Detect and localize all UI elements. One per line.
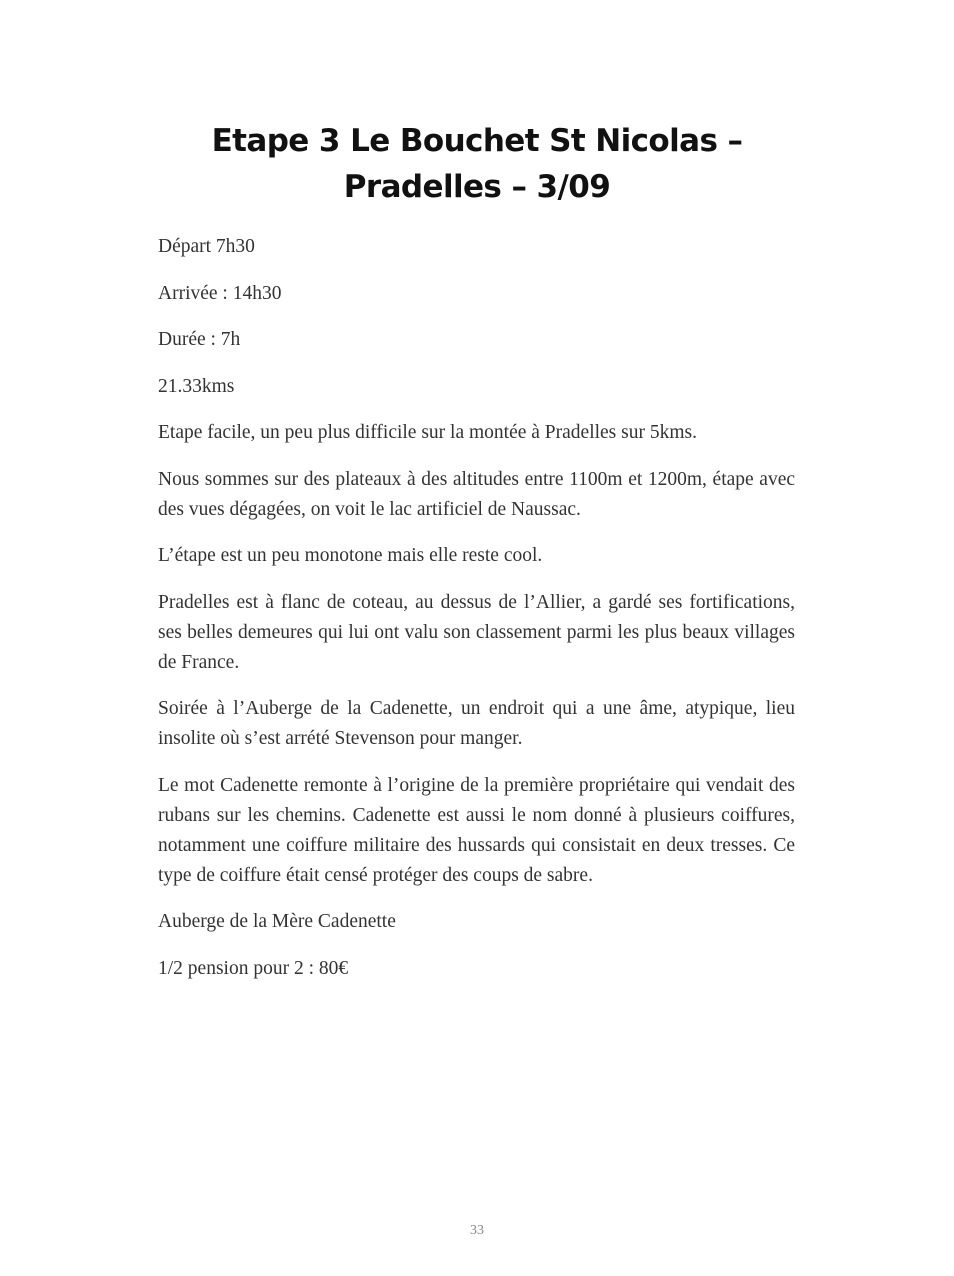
arrival-time: Arrivée : 14h30 xyxy=(158,282,282,304)
paragraph-soiree: Soirée à l’Auberge de la Cadenette, un endroit qui a une âme, atypique, lieu insolite où s’est arrété Stevenson pour manger. xyxy=(158,698,795,749)
paragraph-difficulty: Etape facile, un peu plus difficile sur la montée à Pradelles sur 5kms. xyxy=(158,422,697,443)
paragraph-pradelles: Pradelles est à flanc de coteau, au dessus de l’Allier, a gardé ses fortifications, ses belles demeures qui lui ont valu son classement parmi les plus beaux villages de France. xyxy=(158,591,795,673)
title-line-2: Pradelles – 3/09 xyxy=(343,169,611,205)
paragraph-monotone: L’étape est un peu monotone mais elle reste cool. xyxy=(158,545,543,566)
paragraph-plateaux: Nous sommes sur des plateaux à des altitudes entre 1100m et 1200m, étape avec des vues dégagées, on voit le lac artificiel de Naussac. xyxy=(158,468,795,520)
paragraph-cadenette: Le mot Cadenette remonte à l’origine de la première propriétaire qui vendait des rubans sur les chemins. Cadenette est aussi le nom donné à plusieurs coiffures, notamment une coiffure militaire des hussards qui consistait en deux tresses. Ce type de coiffure était censé protéger des coups de sabre. xyxy=(158,774,795,886)
body-text xyxy=(158,232,795,1000)
departure-time: Départ 7h30 xyxy=(158,236,255,257)
accommodation-price: 1/2 pension pour 2 : 80€ xyxy=(158,957,349,979)
duration: Durée : 7h xyxy=(158,329,241,350)
page-number: 33 xyxy=(470,1223,484,1238)
page-title xyxy=(150,118,804,210)
title-line-1: Etape 3 Le Bouchet St Nicolas – xyxy=(211,123,743,159)
distance: 21.33kms xyxy=(158,375,235,397)
accommodation-name: Auberge de la Mère Cadenette xyxy=(158,911,396,932)
